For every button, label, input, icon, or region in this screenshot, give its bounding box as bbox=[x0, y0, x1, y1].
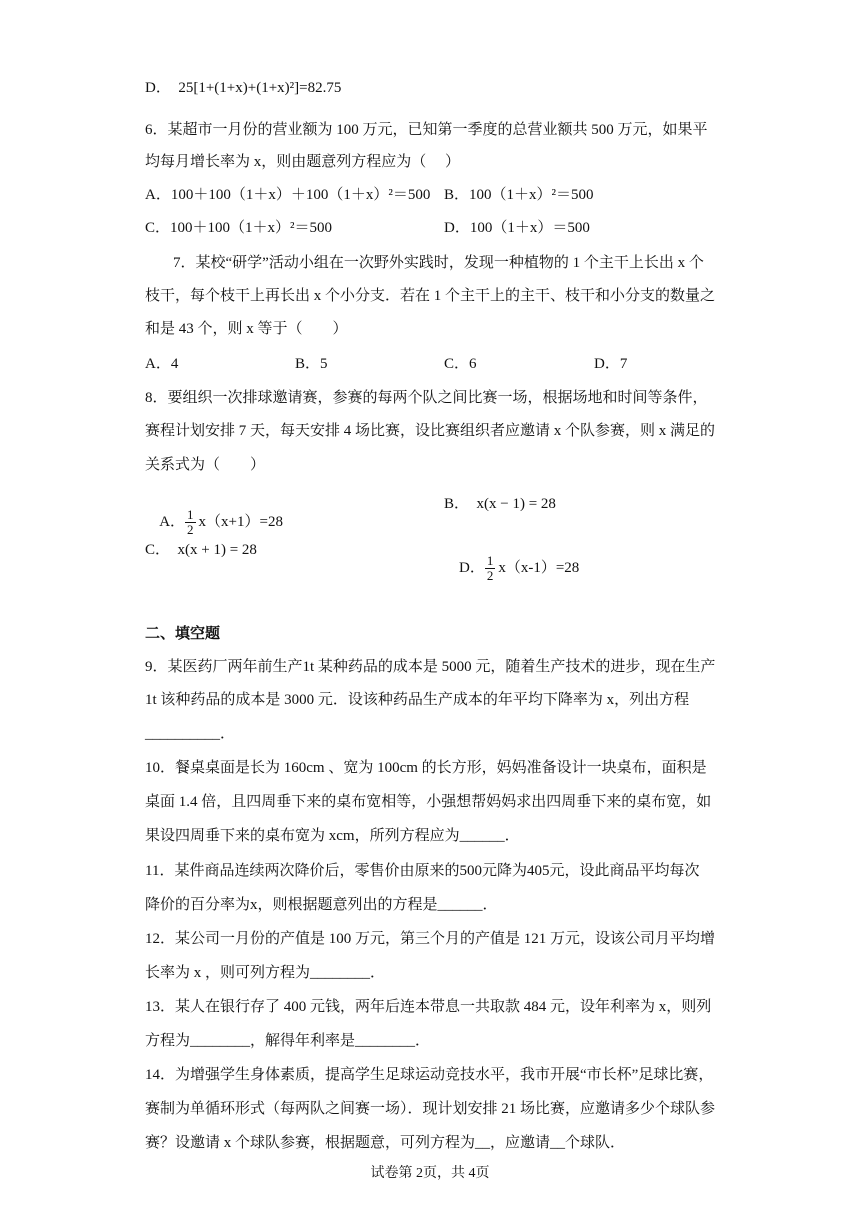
q8-option-a-expression: x（x+1）=28 bbox=[198, 513, 283, 530]
q8-option-b: B． x(x − 1) = 28 bbox=[444, 496, 556, 512]
fraction-numerator: 1 bbox=[486, 553, 494, 568]
fraction-one-half bbox=[485, 554, 496, 583]
page-footer: 试卷第 2页，共 4页 bbox=[370, 1166, 490, 1181]
q6-option-c: C．100＋100（1＋x）²＝500 bbox=[145, 220, 333, 236]
q10-line1: 10．餐桌桌面是长为 160cm 、宽为 100cm 的长方形，妈妈准备设计一块桌布，面积是 bbox=[145, 760, 707, 776]
q14-line1: 14．为增强学生身体素质，提高学生足球运动竞技水平，我市开展“市长杯”足球比赛， bbox=[145, 1067, 714, 1083]
q6-stem-line2: 均每月增长率为 x，则由题意列方程应为（ ） bbox=[145, 154, 461, 170]
q10-line2: 桌面 1.4 倍，且四周垂下来的桌布宽相等，小强想帮妈妈求出四周垂下来的桌布宽，如 bbox=[145, 794, 712, 810]
q5-option-d: D． 25[1+(1+x)+(1+x)²]=82.75 bbox=[145, 80, 342, 96]
q14-line2: 赛制为单循环形式（每两队之间赛一场）．现计划安排 21 场比赛，应邀请多少个球队参 bbox=[145, 1101, 716, 1117]
q8-option-d-expression: x（x-1）=28 bbox=[498, 559, 580, 576]
q7-stem-line1: 7．某校“研学”活动小组在一次野外实践时，发现一种植物的 1 个主干上长出 x 个 bbox=[173, 255, 704, 271]
q7-option-c: C．6 bbox=[444, 356, 477, 372]
fraction-denominator: 2 bbox=[187, 522, 194, 537]
q7-stem-line2: 枝干，每个枝干上再长出 x 个小分支．若在 1 个主干上的主干、枝干和小分支的数量之 bbox=[145, 288, 716, 304]
q10-line3: 果设四周垂下来的桌布宽为 xcm，所列方程应为______． bbox=[145, 828, 520, 844]
q8-stem-line1: 8．要组织一次排球邀请赛，参赛的每两个队之间比赛一场，根据场地和时间等条件， bbox=[145, 390, 708, 406]
q6-option-d: D．100（1＋x）＝500 bbox=[444, 220, 590, 236]
q11-line2: 降价的百分率为x，则根据题意列出的方程是______． bbox=[145, 897, 498, 913]
fraction-numerator: 1 bbox=[187, 507, 194, 522]
q7-option-a: A．4 bbox=[145, 356, 179, 372]
q8-option-d bbox=[444, 534, 579, 603]
q8-option-c: C． x(x + 1) = 28 bbox=[145, 542, 257, 558]
q9-line1: 9．某医药厂两年前生产1t 某种药品的成本是 5000 元，随着生产技术的进步，现在生产 bbox=[145, 659, 716, 675]
q13-line1: 13．某人在银行存了 400 元钱，两年后连本带息一共取款 484 元，设年利率为 x，则列 bbox=[145, 999, 712, 1015]
q8-stem-line3: 关系式为（ ） bbox=[145, 457, 266, 473]
q8-option-a-label: A． bbox=[159, 513, 186, 530]
q6-option-b: B．100（1＋x）²＝500 bbox=[444, 187, 594, 203]
q6-stem-line1: 6．某超市一月份的营业额为 100 万元，已知第一季度的总营业额共 500 万元，如果平 bbox=[145, 122, 708, 138]
q12-line1: 12．某公司一月份的产值是 100 万元，第三个月的产值是 121 万元，设该公司月平均增 bbox=[145, 931, 716, 947]
q8-option-d-label: D． bbox=[459, 559, 485, 576]
q7-option-d: D．7 bbox=[594, 356, 628, 372]
q7-option-b: B．5 bbox=[295, 356, 328, 372]
q7-stem-line3: 和是 43 个，则 x 等于（ ） bbox=[145, 321, 348, 337]
q11-line1: 11．某件商品连续两次降价后，零售价由原来的500元降为405元，设此商品平均每次 bbox=[145, 863, 700, 879]
section-title-fill-in: 二、填空题 bbox=[145, 625, 221, 642]
q12-line2: 长率为 x ，则可列方程为________． bbox=[145, 965, 386, 981]
fraction-denominator: 2 bbox=[486, 568, 494, 583]
q8-stem-line2: 赛程计划安排 7 天，每天安排 4 场比赛，设比赛组织者应邀请 x 个队参赛，则 x 满足的 bbox=[145, 423, 716, 439]
fraction-one-half bbox=[185, 508, 196, 537]
q14-line3: 赛？设邀请 x 个球队参赛，根据题意，可列方程为__，应邀请__个球队． bbox=[145, 1135, 626, 1151]
q13-line2: 方程为________，解得年利率是________． bbox=[145, 1033, 431, 1049]
q9-line2: 1t 该种药品的成本是 3000 元．设该种药品生产成本的年平均下降率为 x，列出方程 bbox=[145, 692, 690, 708]
q9-line3-blank: __________． bbox=[145, 726, 236, 742]
q6-option-a: A．100＋100（1＋x）＋100（1＋x）²＝500 bbox=[145, 187, 431, 203]
